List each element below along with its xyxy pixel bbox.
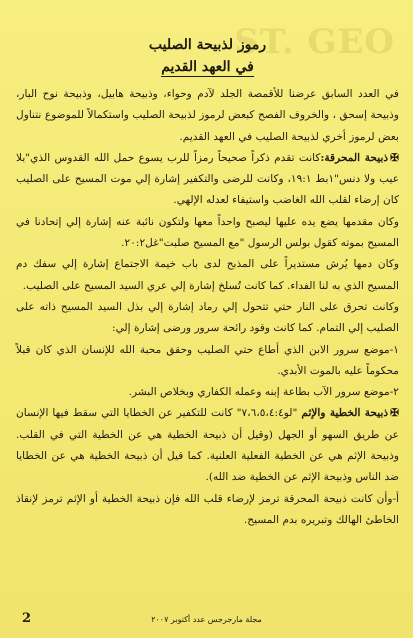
section-heading: ذبيحة الخطية والإثم [301, 407, 389, 420]
watermark: ST. GEO [234, 22, 395, 62]
page-number: 2 [22, 611, 32, 626]
article-subtitle [16, 56, 399, 78]
section-text: "لو٧،٦،٥،٤:٤" كانت للتكفير عن الخطايا التي سقط فيها الإنسان عن طريق السهو أو الجهل (وقيل أن ذبيحة الخطية هي عن الخطية التي في القلب. وذبيحة الإثم هي عن الخطية الفعلية العلنية. كما قيل أن ذبيحة الخطية هي عن الخطايا ضد الناس وذبيحة الإثم عن الخطية ضد الله). [16, 407, 399, 484]
magazine-footnote: مجلة مارجرجس عدد أكتوبر ٢٠٠٧ [151, 615, 262, 624]
article-title: رموز لذبيحة الصليب [148, 37, 267, 53]
section-burnt-offering [16, 148, 399, 212]
section-sin-offering [16, 403, 399, 488]
coptic-cross-icon: ✠ [390, 151, 400, 164]
paragraph: أ-وأن كانت ذبيحة المحرقة ترمز لإرضاء قلب الله فإن ذبيحة الخطية أو الإثم ترمز لإنقاذ الخاطئ الهالك وتبريره بدم المسيح. [16, 492, 399, 526]
paragraph: وكانت تحرق على النار حتي تتحول إلي رماد إشارة إلي بذل السيد المسيح ذاته على الصليب إلي التمام. كما كانت وقود رائحة سرور ورضى إشارة إلي: [16, 300, 399, 335]
paragraph: وكان دمها يُرش مستديراً على المذبح لدى باب خيمة الاجتماع إشارة إلي سفك دم المسيح الذي به لنا الفداء. كما كانت تُسلخ إشارة إلي عري السيد المسيح على الصليب. [16, 258, 399, 292]
list-item: ٢-موضع سرور الآب بطاعة إبنه وعمله الكفاري وبخلاص البشر. [128, 386, 399, 399]
intro-paragraph: في العدد السابق عرضنا للأقمصة الجلد لآدم وحواء، وذبيحة هابيل، وذبيحة نوح البار، وذبيحة إسحق ، والخروف الفصح كبعض لرموز لذبيحة الصليب واستكمالاً للموضوع نتناول بعض لرموز أخري لذبيحة الصليب في العهد القديم. [16, 88, 399, 143]
list-item: ١-موضع سرور الابن الذي أطاع حتي الصليب وحقق محبة الله للإنسان الذي كان قبلاً محكوماً عليه بالموت الأبدي. [16, 343, 399, 377]
section-text: كانت تقدم ذكراً صحيحاً رمزاً للرب يسوع حمل الله القدوس الذي"بلا عيب ولا دنس"١بط ١٩:١، وكانت للرضى والتكفير إشارة إلي موت المسيح على الصليب كان إرضاء لقلب الله الغاضب واستيفاء لعدله الإلهي. [16, 151, 400, 207]
coptic-cross-icon: ✠ [390, 407, 400, 420]
section-heading: ذبيحة المحرقة: [320, 151, 389, 164]
article-body [16, 34, 399, 531]
article-subtitle-text: في العهد القديم [161, 59, 254, 75]
paragraph: وكان مقدمها يضع يده عليها ليصبح واحداً معها ولتكون نائبة عنه إشارة إلي إتحادنا في المسيح بموته كقول بولس الرسول "مع المسيح صلبت"غل٢٠:٢. [16, 215, 399, 250]
page-footer [0, 610, 413, 626]
